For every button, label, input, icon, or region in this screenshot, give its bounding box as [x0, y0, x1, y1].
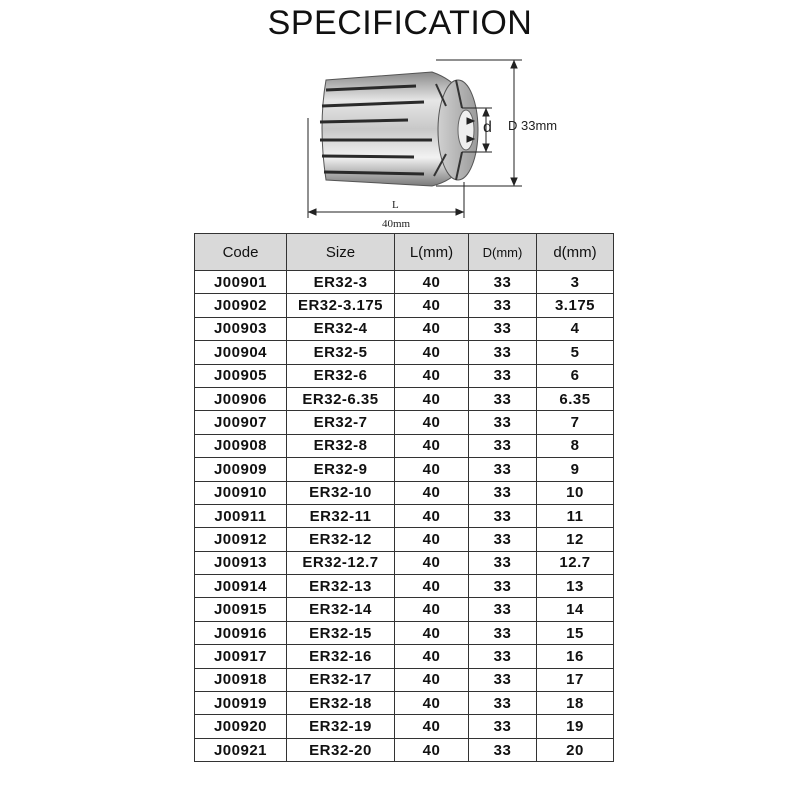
cell-length: 40 [395, 692, 469, 715]
cell-inner-diameter: 9 [537, 458, 614, 481]
page-title: SPECIFICATION [267, 4, 533, 42]
cell-inner-diameter: 4 [537, 317, 614, 340]
cell-inner-diameter: 5 [537, 341, 614, 364]
cell-size: ER32-15 [287, 621, 395, 644]
cell-outer-diameter: 33 [469, 317, 537, 340]
cell-size: ER32-17 [287, 668, 395, 691]
cell-code: J00921 [195, 738, 287, 761]
table-row [195, 294, 614, 317]
cell-length: 40 [395, 575, 469, 598]
cell-size: ER32-14 [287, 598, 395, 621]
table-row [195, 458, 614, 481]
specification-table [194, 233, 614, 762]
cell-length: 40 [395, 317, 469, 340]
cell-code: J00919 [195, 692, 287, 715]
cell-code: J00903 [195, 317, 287, 340]
header-code: Code [195, 234, 287, 271]
table-row [195, 271, 614, 294]
cell-size: ER32-12 [287, 528, 395, 551]
table-row [195, 645, 614, 668]
cell-size: ER32-16 [287, 645, 395, 668]
header-outer-diameter: D(mm) [469, 234, 537, 271]
header-size: Size [287, 234, 395, 271]
cell-size: ER32-4 [287, 317, 395, 340]
cell-inner-diameter: 12 [537, 528, 614, 551]
cell-inner-diameter: 18 [537, 692, 614, 715]
cell-outer-diameter: 33 [469, 294, 537, 317]
cell-size: ER32-19 [287, 715, 395, 738]
cell-length: 40 [395, 598, 469, 621]
table-row [195, 738, 614, 761]
cell-code: J00905 [195, 364, 287, 387]
table-row [195, 715, 614, 738]
cell-code: J00909 [195, 458, 287, 481]
cell-inner-diameter: 19 [537, 715, 614, 738]
table-row [195, 551, 614, 574]
cell-length: 40 [395, 528, 469, 551]
inner-diameter-label: d [483, 119, 492, 136]
cell-inner-diameter: 15 [537, 621, 614, 644]
cell-inner-diameter: 20 [537, 738, 614, 761]
cell-inner-diameter: 12.7 [537, 551, 614, 574]
cell-outer-diameter: 33 [469, 528, 537, 551]
cell-inner-diameter: 17 [537, 668, 614, 691]
cell-outer-diameter: 33 [469, 364, 537, 387]
cell-inner-diameter: 8 [537, 434, 614, 457]
cell-inner-diameter: 6 [537, 364, 614, 387]
table-header-row [195, 234, 614, 271]
cell-inner-diameter: 6.35 [537, 387, 614, 410]
cell-length: 40 [395, 271, 469, 294]
cell-code: J00911 [195, 504, 287, 527]
cell-inner-diameter: 13 [537, 575, 614, 598]
cell-inner-diameter: 3 [537, 271, 614, 294]
cell-code: J00901 [195, 271, 287, 294]
cell-size: ER32-11 [287, 504, 395, 527]
cell-size: ER32-18 [287, 692, 395, 715]
cell-code: J00910 [195, 481, 287, 504]
table-row [195, 364, 614, 387]
cell-size: ER32-5 [287, 341, 395, 364]
cell-length: 40 [395, 411, 469, 434]
cell-size: ER32-7 [287, 411, 395, 434]
cell-code: J00902 [195, 294, 287, 317]
cell-length: 40 [395, 621, 469, 644]
cell-length: 40 [395, 481, 469, 504]
cell-outer-diameter: 33 [469, 738, 537, 761]
cell-length: 40 [395, 668, 469, 691]
table-row [195, 434, 614, 457]
length-label: L [392, 199, 399, 211]
cell-size: ER32-6.35 [287, 387, 395, 410]
cell-code: J00906 [195, 387, 287, 410]
cell-inner-diameter: 10 [537, 481, 614, 504]
cell-size: ER32-10 [287, 481, 395, 504]
cell-outer-diameter: 33 [469, 598, 537, 621]
cell-code: J00920 [195, 715, 287, 738]
cell-code: J00907 [195, 411, 287, 434]
table-row [195, 598, 614, 621]
cell-length: 40 [395, 551, 469, 574]
cell-outer-diameter: 33 [469, 411, 537, 434]
cell-inner-diameter: 3.175 [537, 294, 614, 317]
table-row [195, 692, 614, 715]
header-length: L(mm) [395, 234, 469, 271]
table-row [195, 341, 614, 364]
table-row [195, 504, 614, 527]
cell-outer-diameter: 33 [469, 551, 537, 574]
cell-length: 40 [395, 434, 469, 457]
cell-code: J00917 [195, 645, 287, 668]
cell-size: ER32-3 [287, 271, 395, 294]
cell-outer-diameter: 33 [469, 715, 537, 738]
collet-drawing [296, 56, 596, 232]
cell-length: 40 [395, 504, 469, 527]
cell-size: ER32-8 [287, 434, 395, 457]
cell-size: ER32-6 [287, 364, 395, 387]
cell-outer-diameter: 33 [469, 341, 537, 364]
cell-outer-diameter: 33 [469, 387, 537, 410]
cell-code: J00904 [195, 341, 287, 364]
cell-length: 40 [395, 387, 469, 410]
table-row [195, 528, 614, 551]
cell-outer-diameter: 33 [469, 645, 537, 668]
cell-size: ER32-12.7 [287, 551, 395, 574]
cell-inner-diameter: 7 [537, 411, 614, 434]
cell-length: 40 [395, 294, 469, 317]
cell-outer-diameter: 33 [469, 621, 537, 644]
cell-outer-diameter: 33 [469, 481, 537, 504]
cell-size: ER32-3.175 [287, 294, 395, 317]
cell-length: 40 [395, 458, 469, 481]
cell-code: J00918 [195, 668, 287, 691]
cell-length: 40 [395, 645, 469, 668]
cell-outer-diameter: 33 [469, 434, 537, 457]
cell-outer-diameter: 33 [469, 504, 537, 527]
cell-outer-diameter: 33 [469, 575, 537, 598]
table-row [195, 668, 614, 691]
cell-size: ER32-9 [287, 458, 395, 481]
cell-length: 40 [395, 341, 469, 364]
cell-code: J00914 [195, 575, 287, 598]
cell-code: J00908 [195, 434, 287, 457]
cell-length: 40 [395, 364, 469, 387]
collet-image [320, 72, 478, 186]
length-value: 40mm [382, 218, 411, 230]
outer-diameter-label: D 33mm [508, 118, 558, 133]
header-inner-diameter: d(mm) [537, 234, 614, 271]
table-row [195, 575, 614, 598]
cell-code: J00916 [195, 621, 287, 644]
cell-outer-diameter: 33 [469, 458, 537, 481]
cell-outer-diameter: 33 [469, 271, 537, 294]
cell-inner-diameter: 14 [537, 598, 614, 621]
table-row [195, 621, 614, 644]
cell-length: 40 [395, 738, 469, 761]
table-row [195, 481, 614, 504]
cell-code: J00912 [195, 528, 287, 551]
table-row [195, 387, 614, 410]
table-row [195, 411, 614, 434]
cell-inner-diameter: 16 [537, 645, 614, 668]
table-row [195, 317, 614, 340]
cell-code: J00913 [195, 551, 287, 574]
cell-size: ER32-13 [287, 575, 395, 598]
cell-size: ER32-20 [287, 738, 395, 761]
cell-outer-diameter: 33 [469, 692, 537, 715]
cell-outer-diameter: 33 [469, 668, 537, 691]
cell-code: J00915 [195, 598, 287, 621]
cell-length: 40 [395, 715, 469, 738]
cell-inner-diameter: 11 [537, 504, 614, 527]
